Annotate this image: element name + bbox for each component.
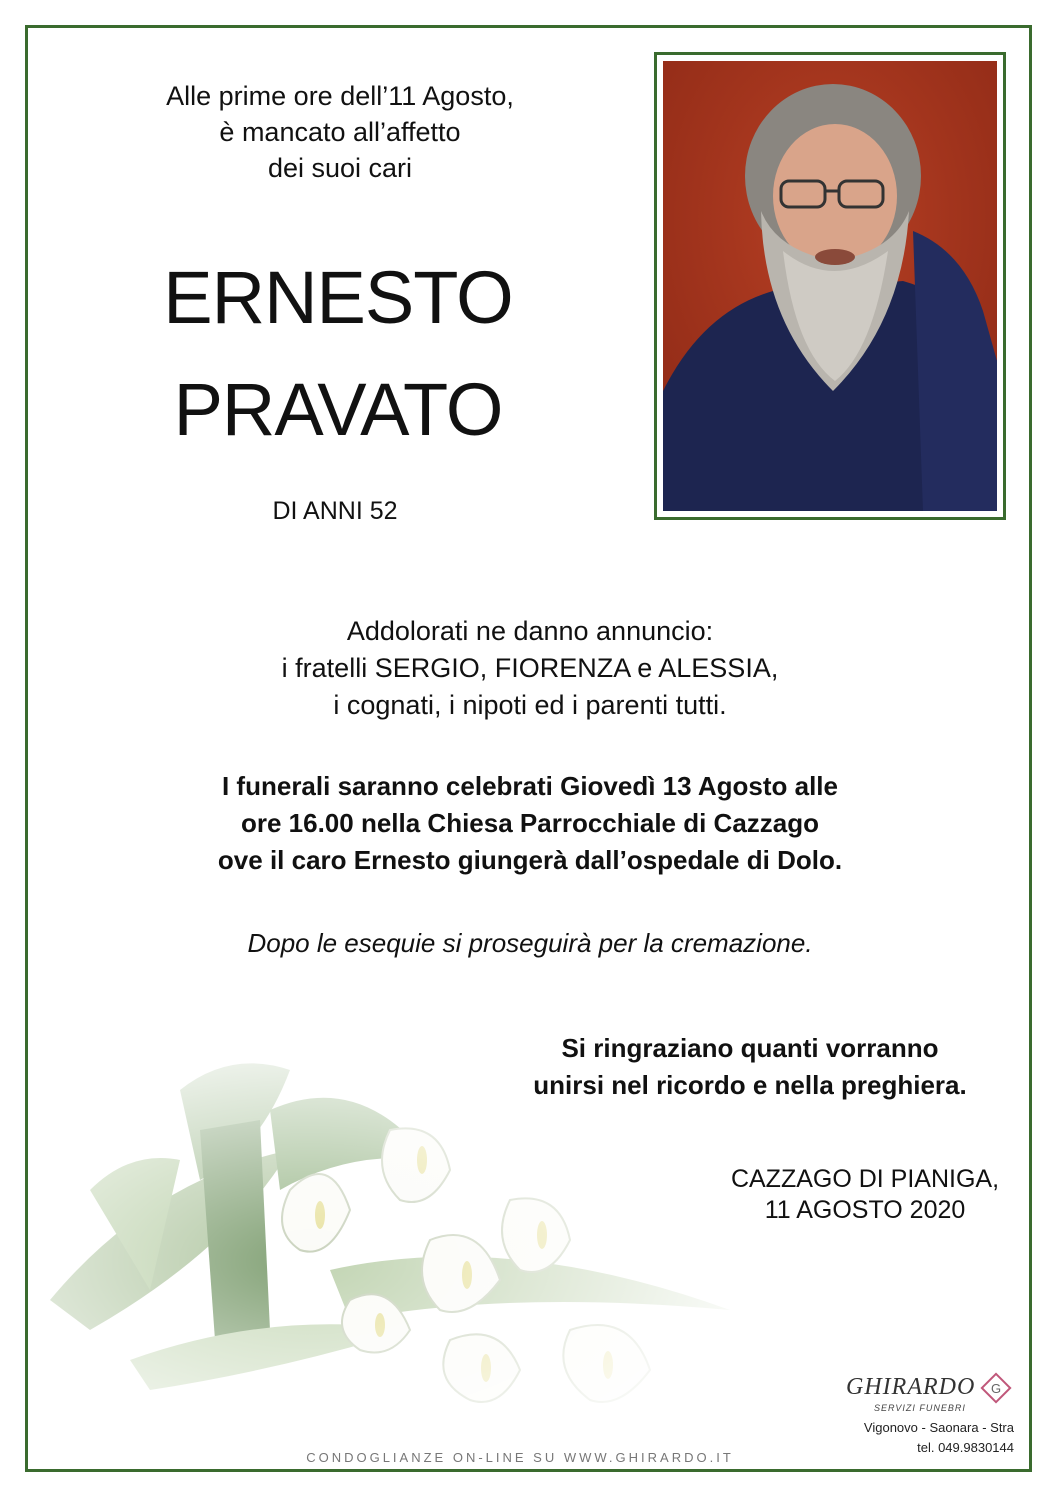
logo-telephone: tel. 049.9830144 <box>917 1440 1014 1455</box>
logo-subtitle: SERVIZI FUNEBRI <box>874 1403 966 1413</box>
intro-line: dei suoi cari <box>267 153 413 183</box>
diamond-logo-icon <box>980 1372 1012 1404</box>
announcement-line: i cognati, i nipoti ed i parenti tutti. <box>333 690 727 720</box>
place: CAZZAGO DI PIANIGA, <box>730 1165 1000 1193</box>
logo-areas: Vigonovo - Saonara - Stra <box>863 1420 1014 1435</box>
funeral-line: ove il caro Ernesto giungerà dall’ospedale di Dolo. <box>217 845 843 875</box>
intro-line: Alle prime ore dell’11 Agosto, <box>166 81 514 111</box>
announcement-line: i fratelli SERGIO, FIORENZA e ALESSIA, <box>281 653 779 683</box>
deceased-age: DI ANNI 52 <box>272 497 398 525</box>
funeral-home-logo <box>838 1372 1014 1466</box>
funeral-details <box>100 768 960 879</box>
last-name: PRAVATO <box>173 368 503 451</box>
funeral-line: I funerali saranno celebrati Giovedì 13 Agosto alle <box>221 771 838 801</box>
condolences-footer: CONDOGLIANZE ON-LINE SU WWW.GHIRARDO.IT <box>306 1450 734 1465</box>
cremation-note: Dopo le esequie si proseguirà per la cremazione. <box>247 928 813 958</box>
first-name: ERNESTO <box>163 256 513 339</box>
place-date <box>700 1164 1030 1226</box>
funeral-line: ore 16.00 nella Chiesa Parrocchiale di Cazzago <box>240 808 820 838</box>
thanks-line: Si ringraziano quanti vorranno <box>561 1033 939 1063</box>
logo-name: GHIRARDO <box>846 1374 976 1400</box>
portrait-image <box>663 61 997 511</box>
announcement <box>150 613 910 724</box>
announcement-line: Addolorati ne danno annuncio: <box>346 616 714 646</box>
date: 11 AGOSTO 2020 <box>764 1196 966 1224</box>
portrait-photo <box>654 52 1006 520</box>
deceased-name <box>118 242 558 466</box>
thanks-message <box>470 1030 1030 1104</box>
intro-line: è mancato all’affetto <box>219 117 461 147</box>
thanks-line: unirsi nel ricordo e nella preghiera. <box>533 1070 967 1100</box>
logo-mark-letter: G <box>990 1381 1002 1396</box>
intro-text <box>120 78 560 186</box>
